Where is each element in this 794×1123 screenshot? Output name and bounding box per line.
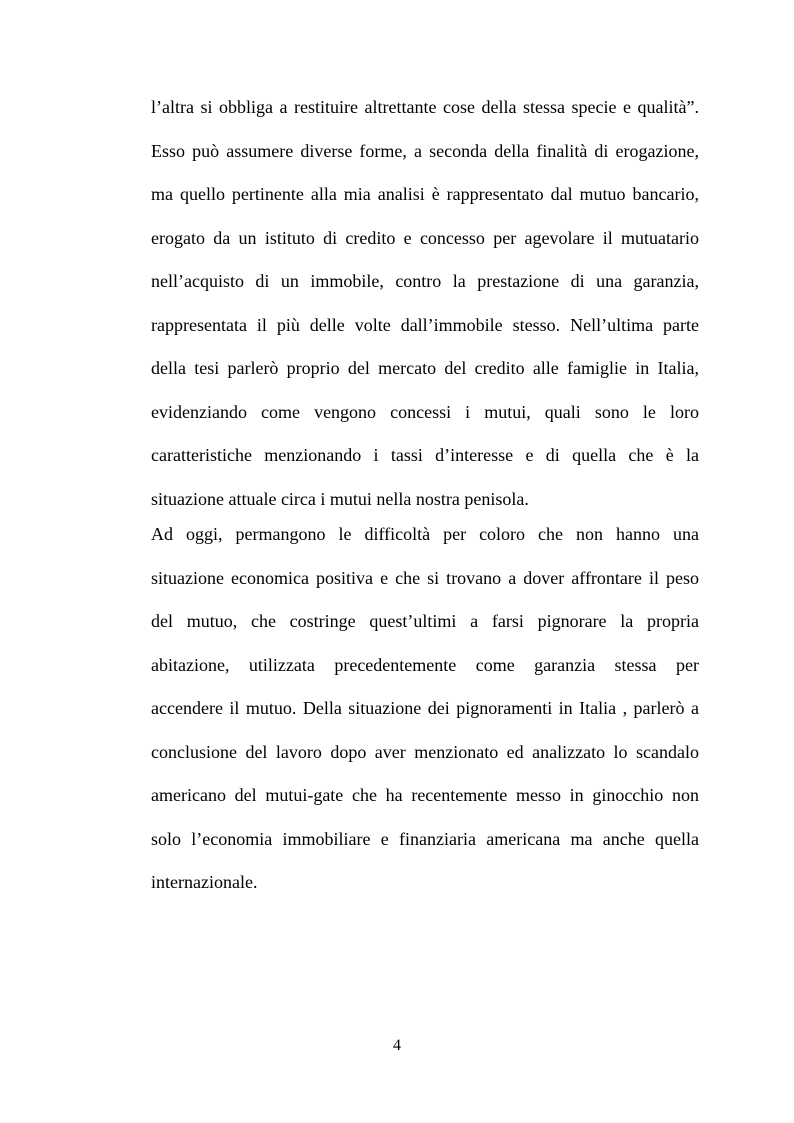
- text-line: situazione economica positiva e che si trovano a dover affrontare il peso: [151, 568, 699, 588]
- text-line: rappresentata il più delle volte dall’immobile stesso. Nell’ultima parte: [151, 315, 699, 335]
- text-line: abitazione, utilizzata precedentemente come garanzia stessa per: [151, 655, 699, 675]
- text-line: Esso può assumere diverse forme, a seconda della finalità di erogazione,: [151, 141, 699, 161]
- text-line: nell’acquisto di un immobile, contro la prestazione di una garanzia,: [151, 271, 699, 291]
- text-line: situazione attuale circa i mutui nella nostra penisola.: [151, 489, 529, 509]
- text-line: evidenziando come vengono concessi i mutui, quali sono le loro: [151, 402, 699, 422]
- text-line: americano del mutui-gate che ha recentemente messo in ginocchio non: [151, 785, 699, 805]
- text-line: Ad oggi, permangono le difficoltà per coloro che non hanno una: [151, 524, 699, 544]
- text-line: caratteristiche menzionando i tassi d’interesse e di quella che è la: [151, 445, 699, 465]
- text-line: della tesi parlerò proprio del mercato del credito alle famiglie in Italia,: [151, 358, 699, 378]
- text-line: ma quello pertinente alla mia analisi è rappresentato dal mutuo bancario,: [151, 184, 699, 204]
- text-line: solo l’economia immobiliare e finanziaria americana ma anche quella: [151, 829, 699, 849]
- page-number: 4: [393, 1037, 401, 1054]
- text-line: internazionale.: [151, 872, 258, 892]
- text-line: l’altra si obbliga a restituire altrettante cose della stessa specie e qualità”.: [151, 97, 699, 117]
- text-line: del mutuo, che costringe quest’ultimi a farsi pignorare la propria: [151, 611, 699, 631]
- text-line: conclusione del lavoro dopo aver menzionato ed analizzato lo scandalo: [151, 742, 699, 762]
- text-line: erogato da un istituto di credito e concesso per agevolare il mutuatario: [151, 228, 699, 248]
- text-line: accendere il mutuo. Della situazione dei pignoramenti in Italia , parlerò a: [151, 698, 699, 718]
